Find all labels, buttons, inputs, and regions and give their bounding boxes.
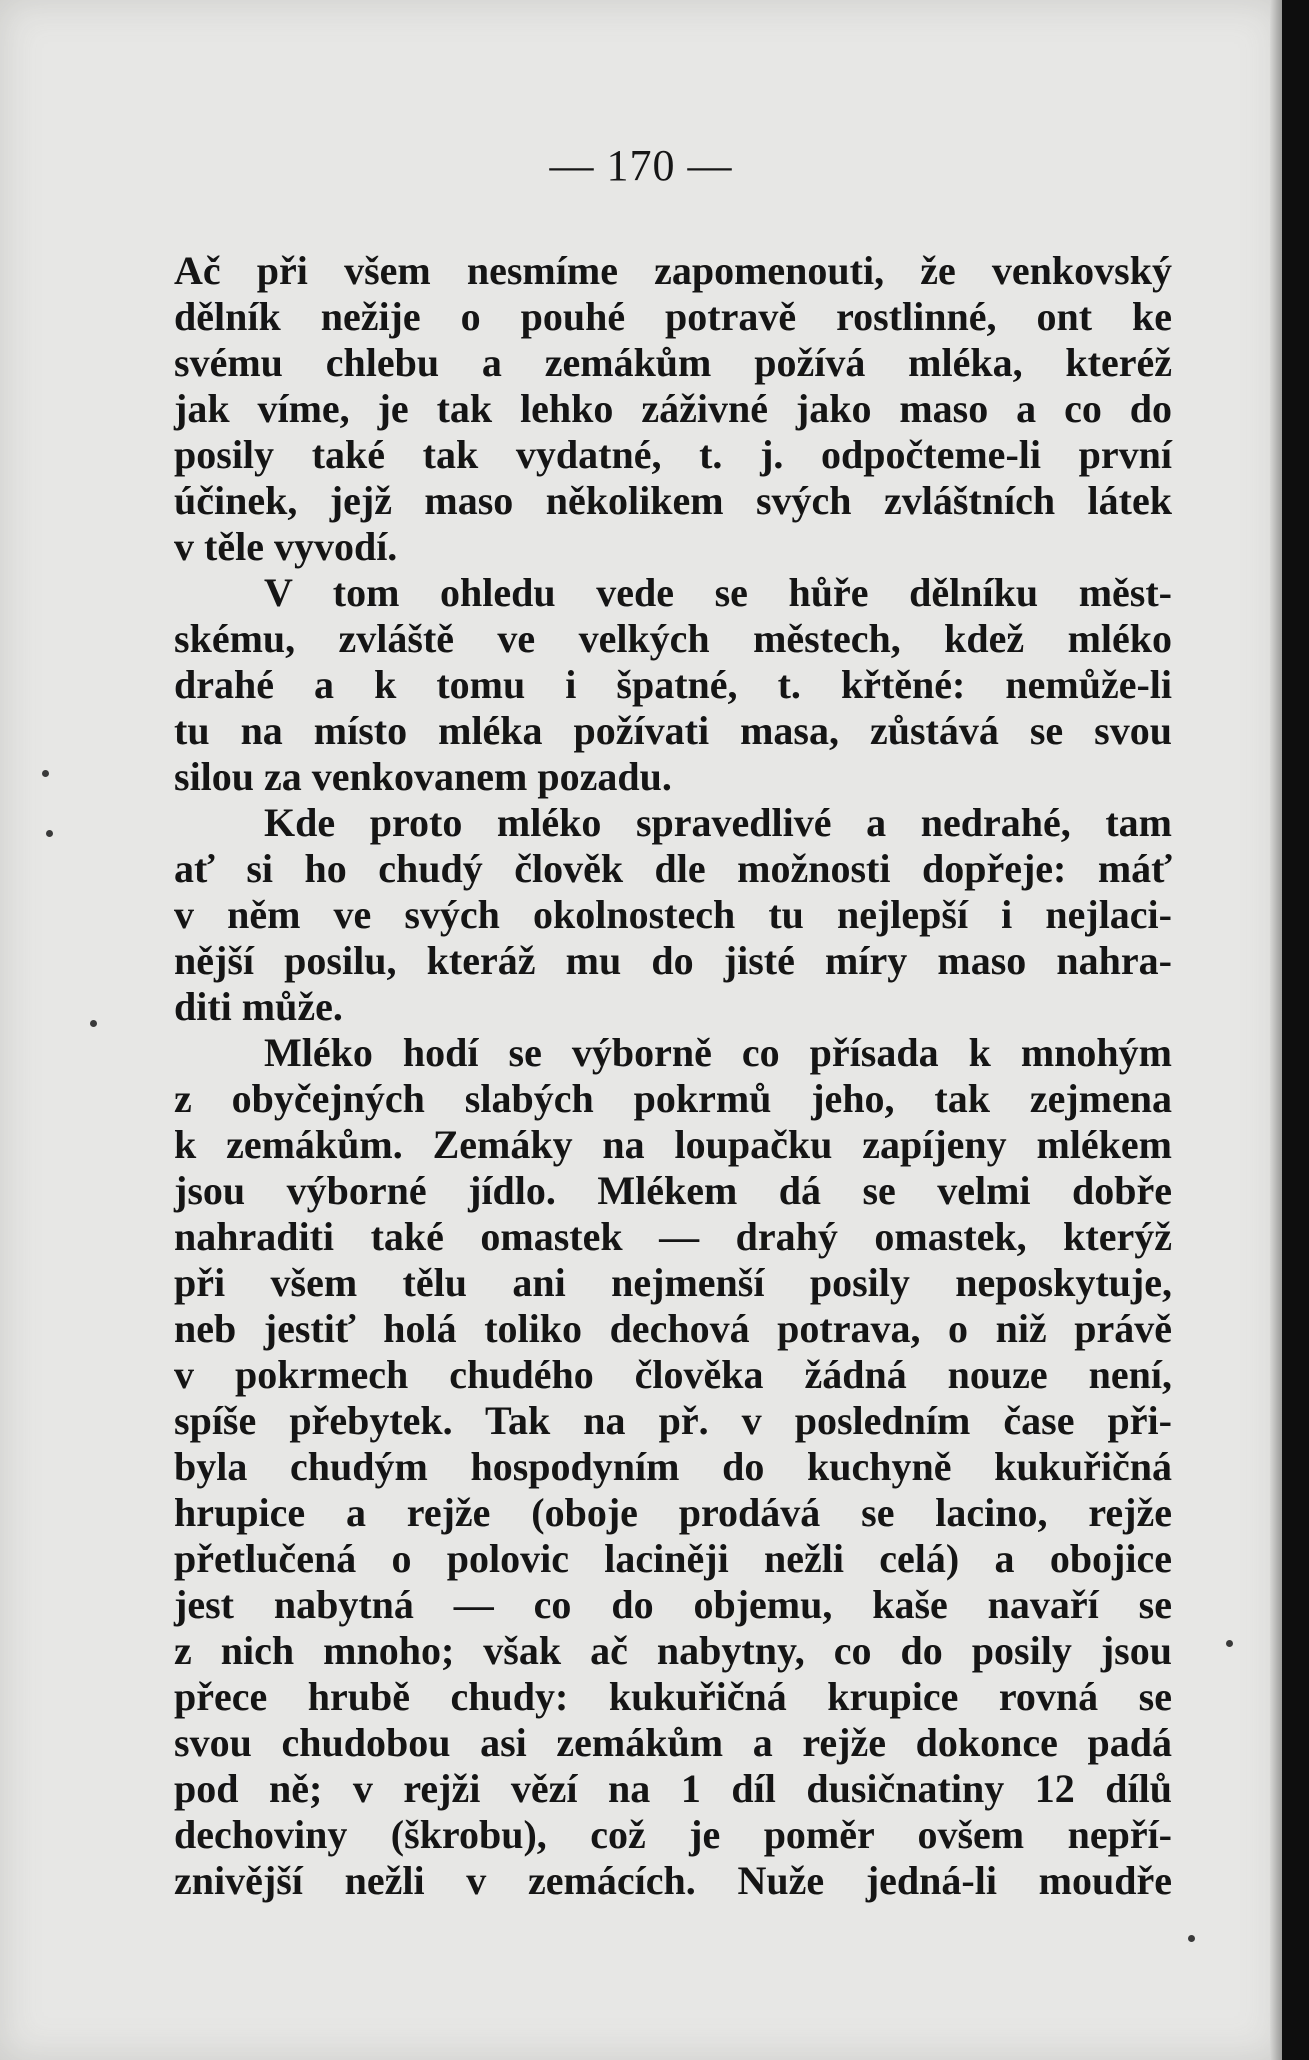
paper-speck — [46, 830, 53, 837]
text-line: jest nabytná — co do objemu, kaše navaří se — [174, 1582, 1172, 1627]
text-line: jsou výborné jídlo. Mlékem dá se velmi dobře — [174, 1168, 1172, 1213]
page-edge-shadow — [1270, 0, 1282, 2060]
text-line: z nich mnoho; však ač nabytny, co do posily jsou — [174, 1628, 1172, 1673]
text-line: nahraditi také omastek — drahý omastek, kterýž — [174, 1214, 1172, 1259]
text-line: pod ně; v rejži vězí na 1 díl dusičnatiny 12 dílů — [174, 1766, 1172, 1811]
text-line: v pokrmech chudého člověka žádná nouze není, — [174, 1352, 1172, 1397]
text-line: dechoviny (škrobu), což je poměr ovšem nepří- — [174, 1812, 1172, 1857]
text-line: svou chudobou asi zemákům a rejže dokonce padá — [174, 1720, 1172, 1765]
text-line: hrupice a rejže (oboje prodává se lacino, rejže — [174, 1490, 1172, 1535]
text-line: Ač při všem nesmíme zapomenouti, že venkovský — [174, 248, 1172, 293]
paragraph-start-line: Kde proto mléko spravedlivé a nedrahé, tam — [264, 800, 1172, 845]
text-line: nější posilu, kteráž mu do jisté míry maso nahra- — [174, 938, 1172, 983]
text-line: při všem tělu ani nejmenší posily neposkytuje, — [174, 1260, 1172, 1305]
text-line: v těle vyvodí. — [174, 524, 398, 569]
text-line: dělník nežije o pouhé potravě rostlinné, ont ke — [174, 294, 1172, 339]
text-line: ať si ho chudý člověk dle možnosti dopřeje: máť — [174, 846, 1172, 891]
text-line: neb jestiť holá toliko dechová potrava, o niž právě — [174, 1306, 1172, 1351]
paper-speck — [42, 770, 49, 777]
text-line: jak víme, je tak lehko záživné jako maso a co do — [174, 386, 1172, 431]
text-line: přece hrubě chudy: kukuřičná krupice rovná se — [174, 1674, 1172, 1719]
page-number: — 170 — — [549, 141, 733, 190]
text-line: tu na místo mléka požívati masa, zůstává se svou — [174, 708, 1172, 753]
text-line: diti může. — [174, 984, 343, 1029]
text-line: účinek, jejž maso několikem svých zvláštních látek — [174, 478, 1172, 523]
text-line: znivější nežli v zemácích. Nuže jedná-li moudře — [174, 1858, 1172, 1903]
text-line: posily také tak vydatné, t. j. odpočteme-li první — [174, 432, 1172, 477]
text-line: přetlučená o polovic laciněji nežli celá) a obojice — [174, 1536, 1172, 1581]
paper-speck — [90, 1020, 97, 1027]
scan-border — [1282, 0, 1309, 2060]
paper-speck — [1188, 1935, 1195, 1942]
paper-speck — [1226, 1640, 1233, 1647]
body-text — [174, 248, 1172, 1904]
text-line: z obyčejných slabých pokrmů jeho, tak zejmena — [174, 1076, 1172, 1121]
text-line: silou za venkovanem pozadu. — [174, 754, 672, 799]
paragraph-start-line: V tom ohledu vede se hůře dělníku měst- — [264, 570, 1172, 615]
text-line: spíše přebytek. Tak na př. v posledním čase při- — [174, 1398, 1172, 1443]
text-line: drahé a k tomu i špatné, t. křtěné: nemůže-li — [174, 662, 1172, 707]
paragraph-start-line: Mléko hodí se výborně co přísada k mnohým — [264, 1030, 1172, 1075]
text-line: skému, zvláště ve velkých městech, kdež mléko — [174, 616, 1172, 661]
text-line: byla chudým hospodyním do kuchyně kukuřičná — [174, 1444, 1172, 1489]
text-line: k zemákům. Zemáky na loupačku zapíjeny mlékem — [174, 1122, 1172, 1167]
text-line: svému chlebu a zemákům požívá mléka, kteréž — [174, 340, 1172, 385]
text-line: v něm ve svých okolnostech tu nejlepší i nejlaci- — [174, 892, 1172, 937]
